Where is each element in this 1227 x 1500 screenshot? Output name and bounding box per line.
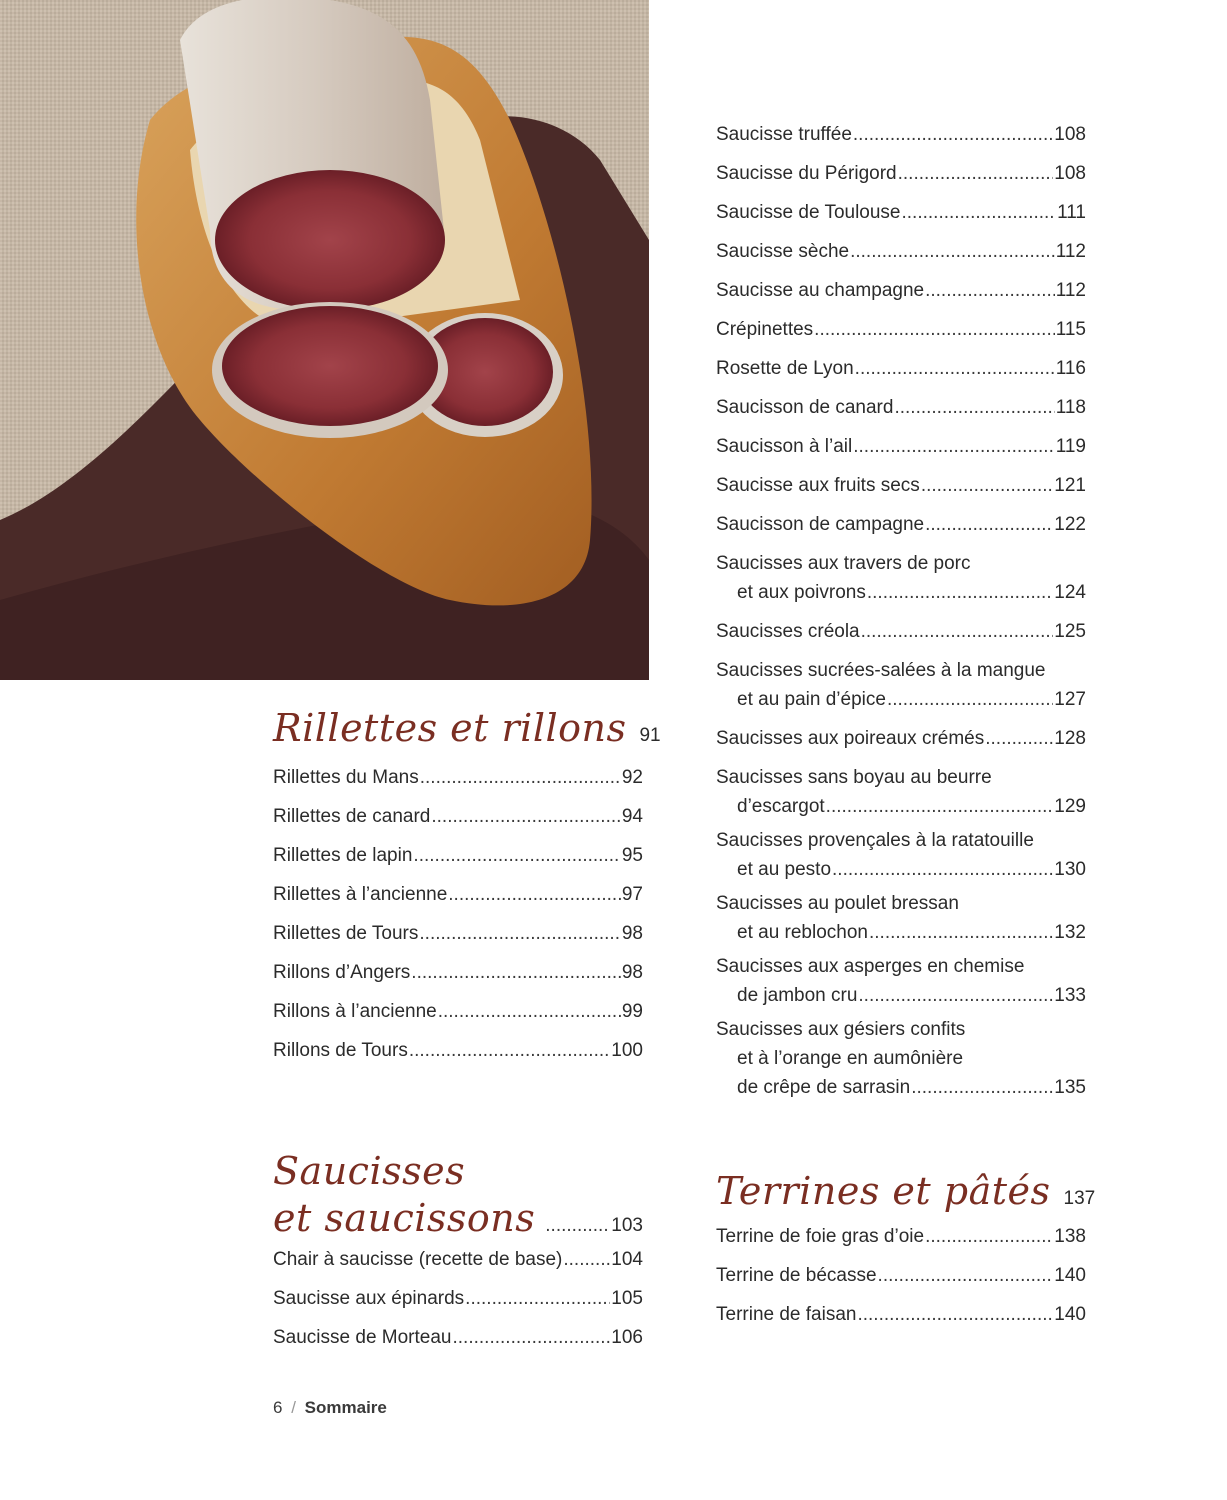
entry-label-line-middle: et à l’orange en aumônière xyxy=(737,1048,964,1069)
toc-entry-multiline[interactable] xyxy=(716,1015,1086,1102)
leader-dots xyxy=(887,685,1053,714)
entry-label: Saucisse au champagne xyxy=(716,280,925,301)
rillettes-list xyxy=(273,758,643,1070)
terrines-list xyxy=(716,1217,1086,1334)
toc-entry[interactable] xyxy=(716,505,1086,544)
toc-entry[interactable] xyxy=(716,310,1086,349)
leader-dots xyxy=(861,612,1054,651)
toc-entry[interactable] xyxy=(716,193,1086,232)
entry-page-number: 115 xyxy=(1055,319,1086,340)
entry-label: Crépinettes xyxy=(716,319,814,340)
saucisses-list xyxy=(273,1240,643,1357)
toc-entry[interactable] xyxy=(716,719,1086,758)
leader-dots xyxy=(419,914,620,953)
leader-dots xyxy=(409,1031,610,1070)
entry-label-line1: Saucisses aux travers de porc xyxy=(716,553,971,574)
toc-entry-multiline[interactable] xyxy=(716,952,1086,1010)
entry-page-number: 98 xyxy=(621,923,643,944)
entry-label: Rillons d’Angers xyxy=(273,962,411,983)
entry-label: de crêpe de sarrasin xyxy=(737,1077,911,1098)
toc-entry[interactable] xyxy=(716,427,1086,466)
toc-entry[interactable] xyxy=(273,1279,643,1318)
leader-dots xyxy=(894,388,1054,427)
toc-entry-multiline[interactable] xyxy=(716,656,1086,714)
saucisses-multi-list xyxy=(716,549,1086,1102)
entry-page-number: 122 xyxy=(1054,514,1086,535)
entry-page-number: 119 xyxy=(1055,436,1086,457)
leader-dots xyxy=(411,953,621,992)
entry-page-number: 124 xyxy=(1054,582,1086,603)
entry-label: Saucisson de campagne xyxy=(716,514,925,535)
entry-page-number: 112 xyxy=(1055,241,1086,262)
entry-label: et au pain d’épice xyxy=(737,689,886,710)
page-footer xyxy=(273,1398,387,1418)
entry-page-number: 98 xyxy=(621,962,643,983)
entry-label: Rillettes du Mans xyxy=(273,767,419,788)
entry-label: Terrine de faisan xyxy=(716,1304,857,1325)
entry-label-line1: Saucisses aux gésiers confits xyxy=(716,1019,966,1040)
entry-page-number: 116 xyxy=(1055,358,1086,379)
saucisses-continued-list xyxy=(716,115,1086,544)
leader-dots xyxy=(826,792,1054,821)
entry-label: Rosette de Lyon xyxy=(716,358,854,379)
entry-label: Saucisses créola xyxy=(716,621,860,642)
section-terrines-heading[interactable] xyxy=(716,1169,1096,1213)
leader-dots xyxy=(853,115,1053,154)
leader-dots xyxy=(925,505,1053,544)
entry-label: Chair à saucisse (recette de base) xyxy=(273,1249,563,1270)
leader-dots xyxy=(853,427,1054,466)
toc-entry[interactable] xyxy=(716,612,1086,651)
entry-label: d’escargot xyxy=(737,796,825,817)
toc-entry[interactable] xyxy=(716,388,1086,427)
entry-page-number: 118 xyxy=(1055,397,1086,418)
leader-dots xyxy=(898,154,1054,193)
entry-last-line xyxy=(716,792,1086,821)
entry-label: Saucisse de Toulouse xyxy=(716,202,901,223)
leader-dots xyxy=(832,855,1053,884)
salami-photo xyxy=(0,0,649,680)
entry-page-number: 140 xyxy=(1054,1265,1086,1286)
toc-entry[interactable] xyxy=(716,349,1086,388)
entry-label: Saucisse aux fruits secs xyxy=(716,475,920,496)
entry-page-number: 106 xyxy=(611,1327,643,1348)
leader-dots xyxy=(857,1295,1053,1334)
leader-dots xyxy=(911,1073,1053,1102)
leader-dots xyxy=(869,918,1053,947)
page-number: 91 xyxy=(639,725,661,746)
entry-page-number: 112 xyxy=(1055,280,1086,301)
entry-label-line1: Saucisses sans boyau au beurre xyxy=(716,767,992,788)
leader-dots xyxy=(453,1318,611,1357)
entry-label: et au reblochon xyxy=(737,922,868,943)
toc-entry[interactable] xyxy=(716,466,1086,505)
leader-dots xyxy=(420,758,621,797)
toc-entry[interactable] xyxy=(273,836,643,875)
footer-title: Sommaire xyxy=(304,1398,387,1417)
toc-left-column xyxy=(273,706,661,1357)
toc-entry[interactable] xyxy=(273,797,643,836)
entry-label: Saucisse aux épinards xyxy=(273,1288,465,1309)
entry-last-line xyxy=(716,578,1086,607)
entry-label: Saucisson à l’ail xyxy=(716,436,853,457)
toc-entry[interactable] xyxy=(716,1217,1086,1256)
salami-illustration xyxy=(0,0,649,680)
section-title: Terrines et pâtés xyxy=(716,1169,1051,1213)
leader-dots xyxy=(867,578,1053,607)
entry-page-number: 133 xyxy=(1054,985,1086,1006)
footer-separator: / xyxy=(291,1398,296,1417)
page-number: 137 xyxy=(1063,1188,1096,1209)
section-title-line1: Saucisses xyxy=(273,1149,466,1193)
entry-page-number: 111 xyxy=(1057,202,1086,223)
leader-dots xyxy=(925,1217,1053,1256)
leader-dots xyxy=(465,1279,610,1318)
toc-entry[interactable] xyxy=(716,115,1086,154)
toc-entry[interactable] xyxy=(716,1295,1086,1334)
toc-entry[interactable] xyxy=(273,1240,643,1279)
entry-label: Terrine de bécasse xyxy=(716,1265,877,1286)
leader-dots xyxy=(545,1215,608,1237)
toc-entry[interactable] xyxy=(273,914,643,953)
entry-label: Saucisse du Périgord xyxy=(716,163,897,184)
entry-page-number: 104 xyxy=(611,1249,643,1270)
entry-label: Saucisses aux poireaux crémés xyxy=(716,728,985,749)
entry-page-number: 108 xyxy=(1054,124,1086,145)
section-rillettes-heading[interactable] xyxy=(273,706,661,750)
entry-label: Saucisson de canard xyxy=(716,397,894,418)
entry-page-number: 135 xyxy=(1054,1077,1086,1098)
entry-last-line xyxy=(716,685,1086,714)
leader-dots xyxy=(850,232,1055,271)
leader-dots xyxy=(902,193,1057,232)
entry-label: Rillettes de Tours xyxy=(273,923,419,944)
entry-page-number: 125 xyxy=(1054,621,1086,642)
toc-entry[interactable] xyxy=(273,992,643,1031)
section-title: Rillettes et rillons xyxy=(273,706,627,750)
section-title-line2: et saucissons xyxy=(273,1196,536,1240)
entry-label-line1: Saucisses provençales à la ratatouille xyxy=(716,830,1034,851)
footer-page-number: 6 xyxy=(273,1398,283,1417)
toc-entry[interactable] xyxy=(273,1318,643,1357)
toc-entry[interactable] xyxy=(273,1031,643,1070)
entry-label: et aux poivrons xyxy=(737,582,866,603)
entry-label-line1: Saucisses aux asperges en chemise xyxy=(716,956,1025,977)
entry-page-number: 95 xyxy=(621,845,643,866)
entry-label: Rillettes de lapin xyxy=(273,845,413,866)
entry-label: Rillettes de canard xyxy=(273,806,431,827)
entry-page-number: 127 xyxy=(1054,689,1086,710)
leader-dots xyxy=(413,836,620,875)
entry-page-number: 92 xyxy=(621,767,643,788)
entry-page-number: 121 xyxy=(1054,475,1086,496)
toc-entry[interactable] xyxy=(716,1256,1086,1295)
toc-entry[interactable] xyxy=(273,953,643,992)
entry-last-line xyxy=(716,981,1086,1010)
leader-dots xyxy=(878,1256,1054,1295)
entry-label-line1: Saucisses sucrées-salées à la mangue xyxy=(716,660,1046,681)
leader-dots xyxy=(438,992,621,1031)
leader-dots xyxy=(431,797,620,836)
toc-entry[interactable] xyxy=(716,271,1086,310)
entry-page-number: 140 xyxy=(1054,1304,1086,1325)
toc-entry[interactable] xyxy=(273,875,643,914)
toc-entry-multiline[interactable] xyxy=(716,763,1086,821)
entry-label: Rillettes à l’ancienne xyxy=(273,884,448,905)
toc-entry[interactable] xyxy=(716,232,1086,271)
leader-dots xyxy=(448,875,621,914)
entry-page-number: 99 xyxy=(621,1001,643,1022)
leader-dots xyxy=(925,271,1055,310)
entry-label: Saucisse sèche xyxy=(716,241,850,262)
entry-page-number: 132 xyxy=(1054,922,1086,943)
entry-page-number: 94 xyxy=(621,806,643,827)
entry-label: Saucisse truffée xyxy=(716,124,852,145)
page-number: 103 xyxy=(611,1215,643,1236)
entry-label: Rillons de Tours xyxy=(273,1040,408,1061)
toc-right-column xyxy=(716,115,1096,1334)
entry-page-number: 128 xyxy=(1054,728,1086,749)
entry-label: Saucisse de Morteau xyxy=(273,1327,452,1348)
leader-dots xyxy=(855,349,1055,388)
entry-label: de jambon cru xyxy=(737,985,858,1006)
entry-last-line xyxy=(716,918,1086,947)
toc-entry[interactable] xyxy=(273,758,643,797)
entry-page-number: 100 xyxy=(611,1040,643,1061)
entry-label-line1: Saucisses au poulet bressan xyxy=(716,893,959,914)
leader-dots xyxy=(814,310,1055,349)
entry-page-number: 105 xyxy=(611,1288,643,1309)
entry-page-number: 130 xyxy=(1054,859,1086,880)
entry-label: Rillons à l’ancienne xyxy=(273,1001,437,1022)
entry-page-number: 108 xyxy=(1054,163,1086,184)
toc-entry-multiline[interactable] xyxy=(716,826,1086,884)
toc-entry[interactable] xyxy=(716,154,1086,193)
entry-last-line xyxy=(716,1073,1086,1102)
leader-dots xyxy=(985,719,1053,758)
toc-entry-multiline[interactable] xyxy=(716,549,1086,607)
leader-dots xyxy=(858,981,1053,1010)
entry-label: Terrine de foie gras d’oie xyxy=(716,1226,925,1247)
entry-page-number: 97 xyxy=(621,884,643,905)
entry-page-number: 129 xyxy=(1054,796,1086,817)
leader-dots xyxy=(563,1240,610,1279)
entry-label: et au pesto xyxy=(737,859,832,880)
toc-entry-multiline[interactable] xyxy=(716,889,1086,947)
leader-dots xyxy=(921,466,1053,505)
entry-last-line xyxy=(716,855,1086,884)
section-saucisses-heading[interactable] xyxy=(273,1146,643,1240)
entry-page-number: 138 xyxy=(1054,1226,1086,1247)
